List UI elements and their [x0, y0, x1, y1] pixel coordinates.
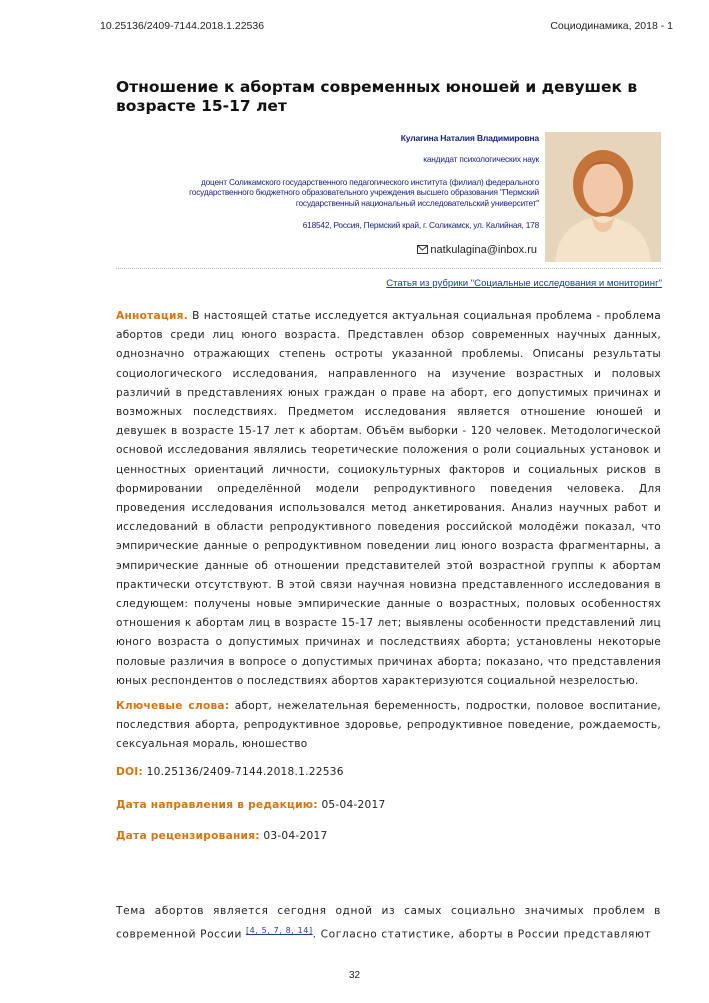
- keywords: [116, 697, 661, 755]
- abstract-text: В настоящей статье исследуется актуальная социальная проблема - проблема абортов среди лиц юного возраста. Представлен обзор современных научных данных, однозначно отражающих степень остроты указанной проблемы. Описаны результаты социологического исследования, направленного на изучение возрастных и половых различий в представлениях юных граждан о праве на аборт, его допустимых причинах и возможных последствиях. Предметом исследования является отношение юношей и девушек в возрасте 15-17 лет к абортам. Объём выборки - 120 человек. Методологической основой исследования являлись теоретические положения о роли социальных установок и ценностных ориентаций личности, социокультурных факторов и социальных рисков в формировании определённой модели репродуктивного поведения человека. Для проведения исследования использовался метод анкетирования. Анализ научных работ и исследований в области репродуктивного поведения российской молодёжи показал, что эмпирические данные о репродуктивном поведении лиц юного возраста фрагментарны, а эмпирические данные об отношении представителей этой возрастной группы к абортам практически отсутствуют. В этой связи научная новизна представленного исследования в следующем: получены новые эмпирические данные о возрастных, половых особенностях отношения к абортам лиц в возрасте 15-17 лет; выявлены особенности представлений лиц юного возраста о допустимых причинах и последствиях аборта; установлены некоторые половые различия в вопросе о допустимых причинах аборта; показано, что представления юных респондентов о последствиях абортов характеризуются социальной незрелостью.: [116, 310, 661, 687]
- submitted-label: Дата направления в редакцию:: [116, 799, 318, 811]
- envelope-icon: [417, 244, 430, 256]
- reviewed-line: [116, 830, 327, 842]
- citation-link[interactable]: [4, 5, 7, 8, 14]: [245, 926, 313, 935]
- author-photo: [545, 132, 661, 262]
- body-text-after: . Согласно статистике, аборты в России представляют: [312, 928, 652, 941]
- divider: [116, 268, 661, 269]
- author-block: [149, 133, 539, 243]
- page-number: 32: [348, 970, 361, 981]
- article-title: Отношение к абортам современных юношей и девушек в возрасте 15-17 лет: [116, 78, 638, 115]
- doi-value: 10.25136/2409-7144.2018.1.22536: [142, 766, 344, 778]
- abstract: [116, 307, 661, 691]
- author-name: Кулагина Наталия Владимировна: [400, 133, 539, 143]
- doi-line: [116, 766, 344, 778]
- header-journal: Социодинамика, 2018 - 1: [550, 20, 673, 32]
- body-text-before: Тема абортов является сегодня одной из самых социально значимых проблем в современной России: [116, 905, 661, 941]
- abstract-label: Аннотация.: [116, 310, 189, 322]
- author-email[interactable]: [417, 244, 537, 256]
- keywords-label: Ключевые слова:: [116, 700, 230, 712]
- doi-label: DOI:: [116, 766, 143, 778]
- author-address: 618542, Россия, Пермский край, г. Соликамск, ул. Калийная, 178: [302, 220, 539, 230]
- author-position: доцент Соликамского государственного педагогического института (филиал) федерального государственного бюджетного образовательного учреждения высшего образования "Пермский государственный национальный исследовательский университет": [189, 176, 539, 208]
- submitted-value: 05-04-2017: [317, 799, 386, 811]
- submitted-line: [116, 799, 386, 811]
- email-text: natkulagina@inbox.ru: [430, 244, 537, 256]
- reviewed-label: Дата рецензирования:: [116, 830, 260, 842]
- keywords-text: аборт, нежелательная беременность, подростки, половое воспитание, последствия аборта, репродуктивное здоровье, репродуктивное поведение, рождаемость, сексуальная мораль, юношество: [116, 700, 661, 751]
- author-degree: кандидат психологических наук: [423, 154, 539, 164]
- header-doi: 10.25136/2409-7144.2018.1.22536: [100, 20, 265, 32]
- body-paragraph: [116, 901, 661, 945]
- rubric-link[interactable]: Статья из рубрики "Социальные исследования и мониторинг": [386, 278, 662, 289]
- reviewed-value: 03-04-2017: [259, 830, 328, 842]
